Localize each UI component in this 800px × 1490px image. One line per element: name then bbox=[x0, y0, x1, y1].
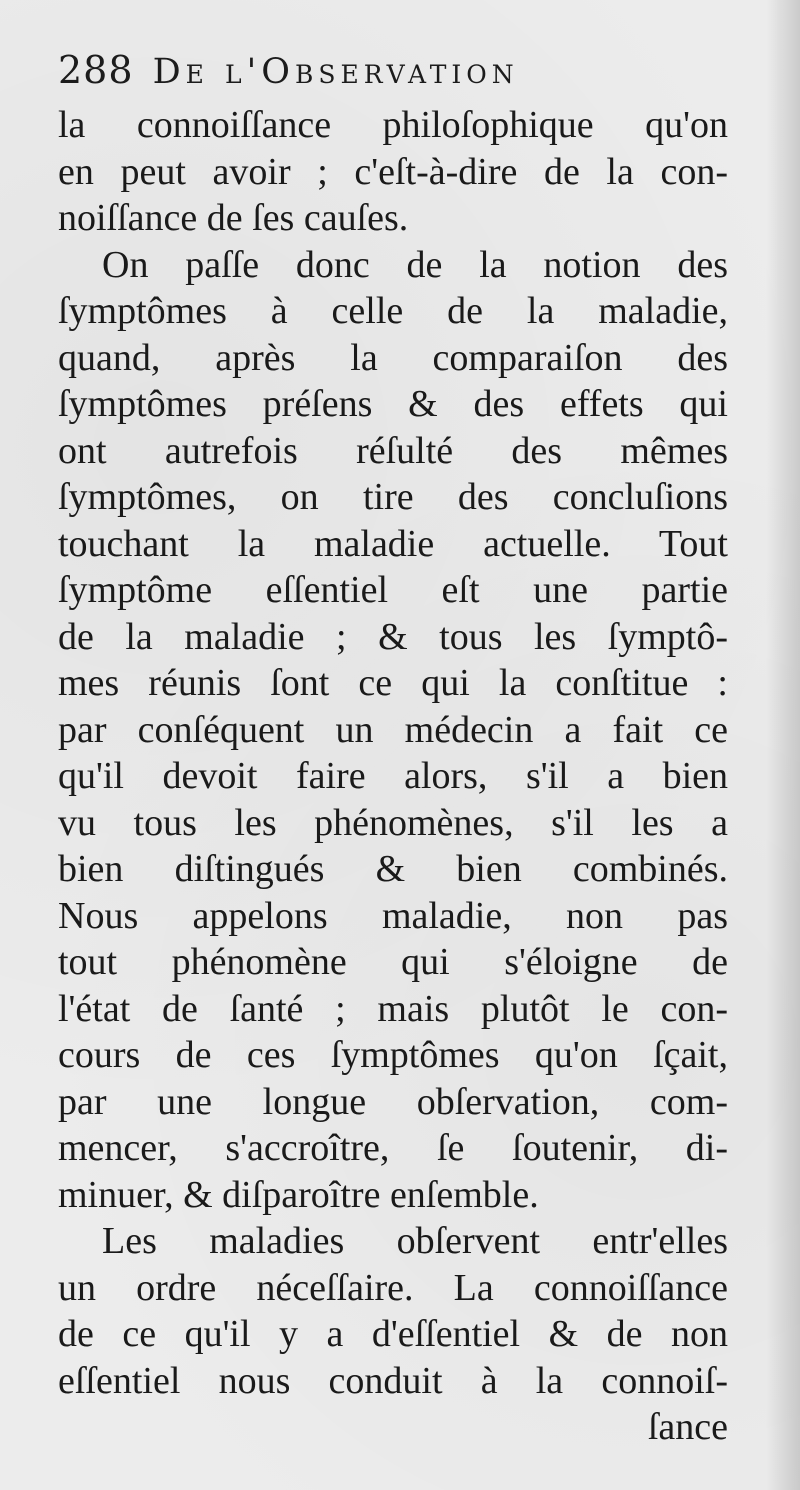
text-line: cours de ces ſymptômes qu'on ſçait, bbox=[58, 1034, 728, 1076]
text-line: la connoiſſance philoſophique qu'on bbox=[58, 104, 728, 146]
text-line: ſymptômes, on tire des concluſions bbox=[58, 476, 728, 518]
text-line: un ordre néceſſaire. La connoiſſance bbox=[58, 1266, 728, 1309]
text-line: en peut avoir ; c'eſt-à-dire de la con- bbox=[58, 150, 728, 193]
text-line: minuer, & diſparoître enſemble. bbox=[58, 1173, 539, 1216]
text-line: par une longue obſervation, com- bbox=[58, 1080, 728, 1123]
text-line: eſſentiel nous conduit à la connoiſ- bbox=[58, 1359, 728, 1402]
text-line: vu tous les phénomènes, s'il les a bbox=[58, 801, 728, 844]
text-line: ſymptômes préſens & des effets qui bbox=[58, 383, 728, 425]
text-line: mes réunis ſont ce qui la conſtitue : bbox=[58, 662, 728, 704]
text-line: tout phénomène qui s'éloigne de bbox=[58, 941, 728, 983]
text-line: On paſſe donc de la notion des bbox=[102, 243, 728, 286]
page-edge-shadow bbox=[766, 0, 800, 1490]
text-line: de ce qu'il y a d'eſſentiel & de non bbox=[58, 1313, 728, 1355]
text-line: ſymptôme eſſentiel eſt une partie bbox=[58, 569, 728, 611]
text-line: Nous appelons maladie, non pas bbox=[58, 894, 728, 937]
text-line: par conſéquent un médecin a fait ce bbox=[58, 708, 728, 751]
text-line: qu'il devoit faire alors, s'il a bien bbox=[58, 755, 728, 797]
text-line: noiſſance de ſes cauſes. bbox=[58, 197, 409, 239]
body-text bbox=[58, 102, 728, 1451]
text-line: de la maladie ; & tous les ſymptô- bbox=[58, 615, 728, 658]
text-line: quand, après la comparaiſon des bbox=[58, 336, 728, 379]
page-number: 288 bbox=[58, 48, 134, 92]
text-line: bien diſtingués & bien combinés. bbox=[58, 848, 728, 890]
text-line: touchant la maladie actuelle. Tout bbox=[58, 522, 728, 565]
running-title: De l'Observation bbox=[152, 52, 519, 92]
running-head bbox=[58, 48, 758, 108]
catchword: ſance bbox=[647, 1406, 728, 1448]
text-line: mencer, s'accroître, ſe ſoutenir, di- bbox=[58, 1127, 728, 1169]
text-line: ont autrefois réſulté des mêmes bbox=[58, 429, 728, 472]
text-line: ſymptômes à celle de la maladie, bbox=[58, 290, 728, 332]
text-line: l'état de ſanté ; mais plutôt le con- bbox=[58, 987, 728, 1030]
text-line: Les maladies obſervent entr'elles bbox=[102, 1220, 728, 1262]
